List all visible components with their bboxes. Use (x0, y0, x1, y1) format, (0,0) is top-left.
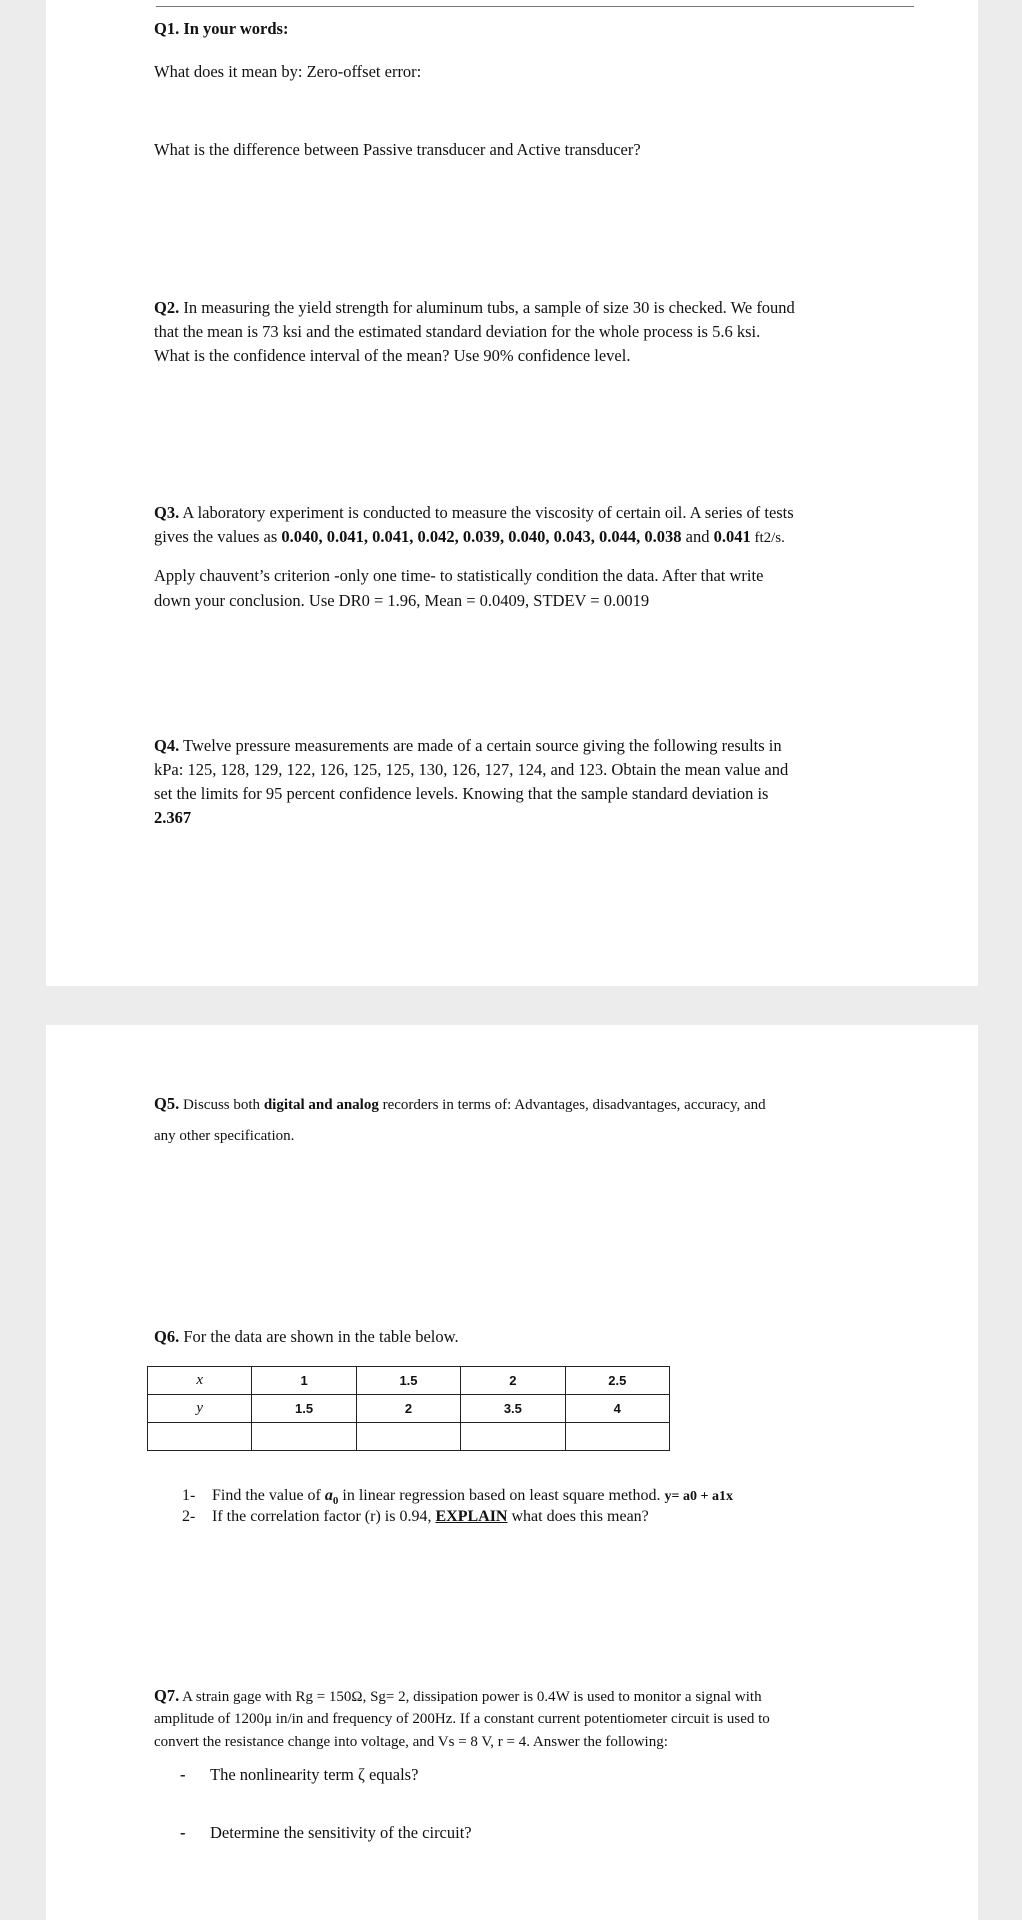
table-cell-empty (461, 1423, 565, 1451)
q4-line-3: set the limits for 95 percent confidence levels. Knowing that the sample standard deviation is (154, 784, 769, 803)
table-cell-empty (148, 1423, 252, 1451)
table-cell: 4 (565, 1395, 669, 1423)
q5-line-2: any other specification. (154, 1128, 295, 1144)
table-row-x (148, 1367, 670, 1395)
table-cell-empty (252, 1423, 356, 1451)
q4-line-4: 2.367 (154, 808, 192, 827)
q3-line-1: Q3. A laboratory experiment is conducted to measure the viscosity of certain oil. A series of tests (154, 503, 794, 522)
q7-line-1: Q7. A strain gage with Rg = 150Ω, Sg= 2, dissipation power is 0.4W is used to monitor a signal with (154, 1686, 762, 1705)
page-top-rule (156, 6, 914, 7)
q6-item-2: 2- If the correlation factor (r) is 0.94, EXPLAIN what does this mean? (182, 1508, 649, 1525)
q2-line-1: Q2. In measuring the yield strength for aluminum tubs, a sample of size 30 is checked. We found (154, 298, 795, 317)
table-cell: 1.5 (356, 1367, 460, 1395)
q2-line-3: What is the confidence interval of the mean? Use 90% confidence level. (154, 346, 631, 365)
document-page-1 (46, 0, 978, 986)
table-row-empty (148, 1423, 670, 1451)
q3-line-2: gives the values as 0.040, 0.041, 0.041, 0.042, 0.039, 0.040, 0.043, 0.044, 0.038 and 0.041 ft2/s. (154, 527, 785, 546)
q7-line-2: amplitude of 1200μ in/in and frequency of 200Hz. If a constant current potentiometer circuit is used to (154, 1711, 770, 1727)
q2-line-2: that the mean is 73 ksi and the estimated standard deviation for the whole process is 5.6 ksi. (154, 322, 761, 341)
table-cell-y-label: y (148, 1395, 252, 1423)
table-cell-empty (356, 1423, 460, 1451)
table-row-y (148, 1395, 670, 1423)
table-cell: 2 (356, 1395, 460, 1423)
q6-intro: Q6. For the data are shown in the table below. (154, 1327, 459, 1346)
table-cell-x-label: x (148, 1367, 252, 1395)
q3-line-3: Apply chauvent’s criterion -only one time- to statistically condition the data. After that write (154, 566, 764, 585)
table-cell-empty (565, 1423, 669, 1451)
q1-part-a: What does it mean by: Zero-offset error: (154, 62, 422, 81)
q1-title: Q1. In your words: (154, 19, 289, 38)
document-page-2 (46, 1025, 978, 1920)
table-cell: 3.5 (461, 1395, 565, 1423)
table-cell: 2 (461, 1367, 565, 1395)
q7-bullet-2: - Determine the sensitivity of the circuit? (180, 1823, 472, 1842)
q6-data-table (147, 1366, 670, 1451)
q7-bullet-1: - The nonlinearity term ζ equals? (180, 1765, 419, 1784)
q3-line-4: down your conclusion. Use DR0 = 1.96, Mean = 0.0409, STDEV = 0.0019 (154, 591, 650, 610)
q6-item-1: 1- Find the value of $a_0$ in linear regression based on least square method. y= a0 + a1x (182, 1487, 733, 1508)
q1-part-b: What is the difference between Passive transducer and Active transducer? (154, 140, 641, 159)
table-cell: 1 (252, 1367, 356, 1395)
q4-line-2: kPa: 125, 128, 129, 122, 126, 125, 125, 130, 126, 127, 124, and 123. Obtain the mean value and (154, 760, 789, 779)
q7-line-3: convert the resistance change into voltage, and Vs = 8 V, r = 4. Answer the following: (154, 1734, 668, 1750)
q4-line-1: Q4. Twelve pressure measurements are made of a certain source giving the following results in (154, 736, 782, 755)
q5-line-1: Q5. Discuss both digital and analog recorders in terms of: Advantages, disadvantages, accuracy, and (154, 1094, 766, 1113)
table-cell: 1.5 (252, 1395, 356, 1423)
table-cell: 2.5 (565, 1367, 669, 1395)
